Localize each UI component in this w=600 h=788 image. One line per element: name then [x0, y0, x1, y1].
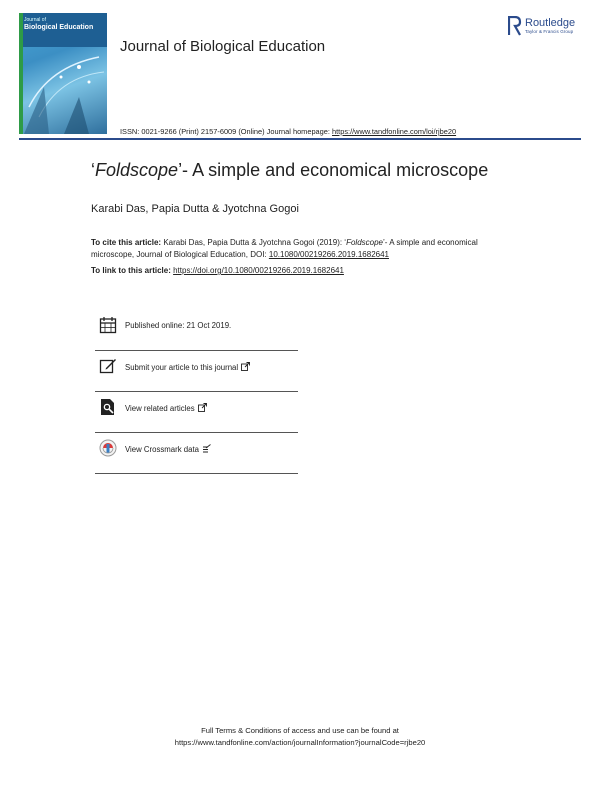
title-open-quote: ‘	[91, 160, 95, 180]
article-links-list	[95, 310, 298, 474]
title-italic: Foldscope	[95, 160, 179, 180]
related-articles-link[interactable]	[125, 403, 207, 413]
issn-line	[120, 127, 456, 136]
submit-article-row[interactable]	[95, 351, 298, 392]
doi-link[interactable]: 10.1080/00219266.2019.1682641	[268, 249, 389, 259]
journal-title: Journal of Biological Education	[120, 38, 326, 55]
published-online-row	[95, 310, 298, 351]
cite-label: To cite this article:	[91, 238, 162, 247]
crossmark-link[interactable]	[125, 444, 211, 454]
cover-title-small: Journal of	[24, 17, 46, 23]
link-label: To link to this article:	[91, 266, 171, 275]
publisher-logo	[508, 16, 588, 40]
crossmark-icon	[99, 439, 117, 457]
related-articles-row[interactable]	[95, 392, 298, 433]
article-url-link[interactable]: https://doi.org/10.1080/00219266.2019.1682641	[173, 266, 344, 275]
cite-prefix: Karabi Das, Papia Dutta & Jyotchna Gogoi (2019): ‘	[161, 238, 347, 247]
cite-italic: Foldscope	[346, 238, 384, 247]
cite-suffix: ’- A simple and economical microscope, Journal of Biological Education, DOI:	[91, 238, 478, 259]
published-online-text: Published online: 21 Oct 2019.	[125, 321, 232, 330]
link-paragraph	[91, 265, 511, 277]
header-divider	[19, 138, 581, 140]
calendar-icon	[99, 316, 117, 334]
search-document-icon	[99, 398, 117, 416]
footer-terms-url[interactable]: https://www.tandfonline.com/action/journalInformation?journalCode=rjbe20	[174, 738, 426, 747]
journal-homepage-link[interactable]: https://www.tandfonline.com/loi/rjbe20	[332, 127, 457, 136]
publisher-tagline: Taylor & Francis Group	[525, 29, 574, 34]
journal-cover-image	[19, 13, 107, 134]
external-link-icon	[241, 362, 250, 371]
title-rest: ’- A simple and economical microscope	[178, 160, 489, 180]
publisher-name: Routledge	[525, 17, 576, 29]
article-title	[91, 160, 488, 181]
crossmark-text: View Crossmark data	[125, 445, 199, 454]
citation-block	[91, 237, 511, 277]
cite-paragraph	[91, 237, 511, 260]
crossmark-external-icon	[202, 444, 211, 453]
edit-icon	[99, 357, 117, 375]
routledge-r-icon	[508, 16, 522, 36]
article-authors: Karabi Das, Papia Dutta & Jyotchna Gogoi	[91, 203, 299, 215]
related-articles-text: View related articles	[125, 404, 195, 413]
submit-article-link[interactable]	[125, 362, 250, 372]
footer-terms-text: Full Terms & Conditions of access and use can be found at	[201, 726, 399, 735]
submit-article-text: Submit your article to this journal	[125, 363, 239, 372]
issn-text: ISSN: 0021-9266 (Print) 2157-6009 (Online) Journal homepage:	[120, 127, 332, 136]
footer	[0, 725, 600, 749]
external-link-icon	[198, 403, 207, 412]
cover-title: Biological Education	[24, 24, 94, 31]
crossmark-row[interactable]	[95, 433, 298, 474]
cover-art	[19, 47, 107, 134]
